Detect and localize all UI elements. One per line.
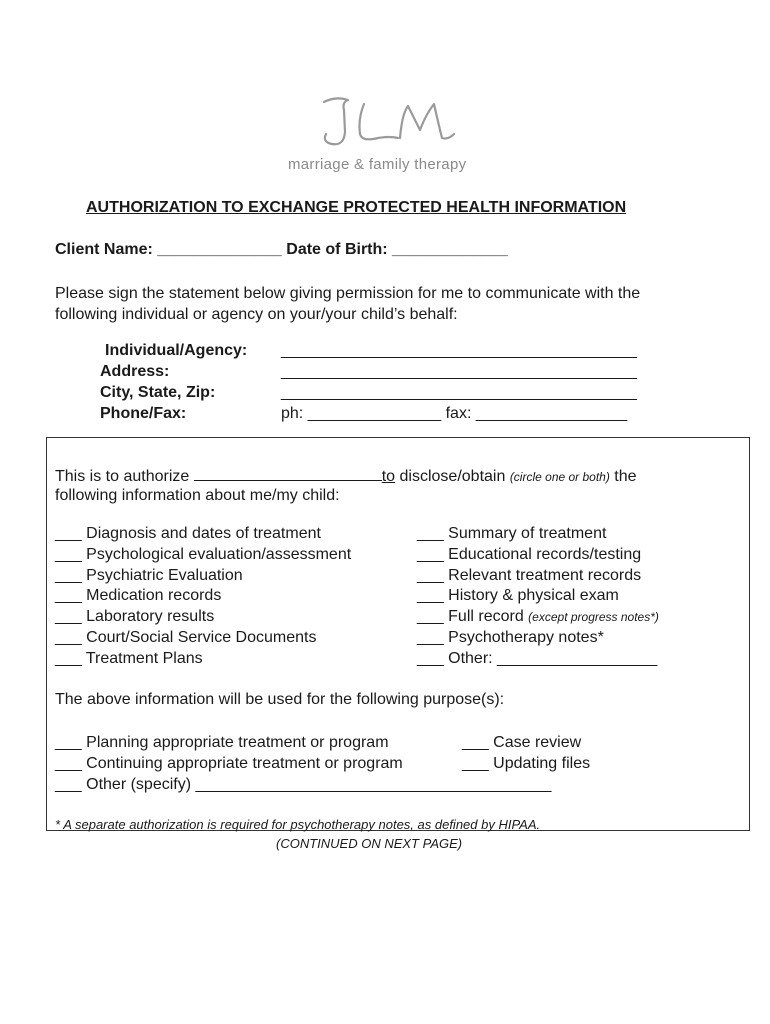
authorize-post: the — [609, 468, 637, 485]
address-label: Address: — [100, 363, 170, 380]
info-item-other[interactable]: ___ Other: __________________ — [417, 649, 658, 667]
individual-agency-label: Individual/Agency: — [105, 342, 248, 359]
purpose-heading: The above information will be used for the following purpose(s): — [55, 691, 505, 708]
phone-fax-field[interactable]: ph: _______________ fax: _________________ — [281, 405, 628, 422]
full-record-text: ___ Full record — [417, 608, 529, 626]
info-item-full-record[interactable] — [417, 607, 659, 628]
info-item-educational[interactable]: ___ Educational records/testing — [417, 545, 642, 563]
address-field[interactable]: ________________________________________ — [281, 363, 637, 380]
authorize-circle-note: (circle one or both) — [509, 470, 610, 484]
phone-fax-label: Phone/Fax: — [100, 405, 187, 422]
full-record-note: (except progress notes*) — [528, 610, 659, 625]
purpose-other[interactable]: ___ Other (specify) ________________________________________ — [55, 775, 552, 793]
city-state-zip-field[interactable]: ________________________________________ — [281, 384, 637, 401]
info-list-right — [417, 524, 659, 670]
info-item-court-social[interactable]: ___ Court/Social Service Documents — [55, 628, 317, 646]
info-item-psych-evaluation[interactable]: ___ Psychological evaluation/assessment — [55, 545, 352, 563]
info-item-summary[interactable]: ___ Summary of treatment — [417, 525, 607, 542]
client-name-dob-line[interactable]: Client Name: ______________ Date of Birth: _____________ — [55, 241, 508, 258]
purpose-planning[interactable]: ___ Planning appropriate treatment or program — [55, 734, 389, 751]
info-item-relevant[interactable]: ___ Relevant treatment records — [417, 566, 642, 584]
city-state-zip-label: City, State, Zip: — [100, 384, 216, 401]
hipaa-footnote: * A separate authorization is required for psychotherapy notes, as defined by HIPAA. — [55, 817, 541, 832]
info-list-left — [55, 524, 351, 670]
info-item-history[interactable]: ___ History & physical exam — [417, 587, 619, 605]
jlm-monogram-icon — [318, 94, 458, 150]
purpose-updating-files[interactable]: ___ Updating files — [462, 754, 591, 772]
authorize-statement — [55, 466, 637, 486]
authorize-line-2: following information about me/my child: — [55, 487, 340, 504]
intro-text — [55, 283, 640, 325]
individual-agency-field[interactable]: ________________________________________ — [281, 342, 637, 359]
purpose-case-review[interactable]: ___ Case review — [462, 734, 582, 751]
info-item-medication[interactable]: ___ Medication records — [55, 587, 222, 605]
info-item-treatment-plans[interactable]: ___ Treatment Plans — [55, 649, 203, 667]
info-item-psychotherapy-notes[interactable]: ___ Psychotherapy notes* — [417, 628, 604, 646]
info-item-psychiatric-evaluation[interactable]: ___ Psychiatric Evaluation — [55, 566, 243, 584]
purpose-continuing[interactable]: ___ Continuing appropriate treatment or program — [55, 754, 403, 772]
authorize-mid: disclose/obtain — [395, 468, 510, 485]
authorize-pre: This is to authorize — [55, 468, 190, 485]
logo-tagline: marriage & family therapy — [288, 156, 467, 173]
intro-line-2: following individual or agency on your/your child’s behalf: — [55, 306, 458, 323]
intro-line-1: Please sign the statement below giving permission for me to communicate with the — [55, 285, 641, 302]
authorize-name-blank[interactable] — [194, 466, 382, 481]
purpose-list-right — [462, 733, 590, 775]
jlm-logo — [318, 94, 458, 150]
info-item-diagnosis[interactable]: ___ Diagnosis and dates of treatment — [55, 525, 321, 542]
info-item-laboratory[interactable]: ___ Laboratory results — [55, 608, 215, 626]
authorize-to: to — [381, 468, 396, 485]
form-title: AUTHORIZATION TO EXCHANGE PROTECTED HEALTH INFORMATION — [86, 199, 627, 216]
continued-note: (CONTINUED ON NEXT PAGE) — [276, 836, 463, 851]
